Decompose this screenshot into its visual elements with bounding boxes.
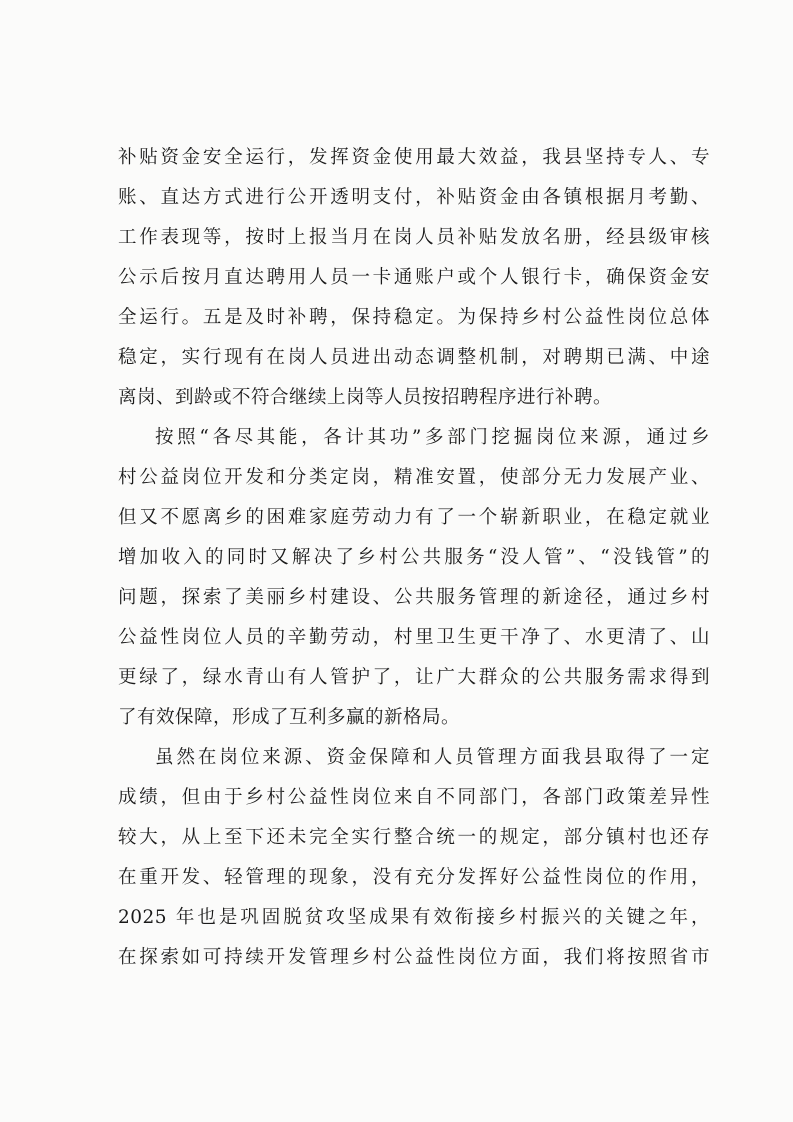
text-line: 成绩，但由于乡村公益性岗位来自不同部门，各部门政策差异性 — [118, 787, 710, 808]
text-line: 工作表现等，按时上报当月在岗人员补贴发放名册，经县级审核 — [118, 227, 710, 248]
text-line: 稳定，实行现有在岗人员进出动态调整机制，对聘期已满、中途 — [118, 347, 710, 368]
text-line: 了有效保障，形成了互利多赢的新格局。 — [118, 707, 461, 728]
text-line: 离岗、到龄或不符合继续上岗等人员按招聘程序进行补聘。 — [118, 387, 613, 408]
text-line: 按照“各尽其能，各计其功”多部门挖掘岗位来源，通过乡 — [155, 427, 710, 448]
text-line: 公益性岗位人员的辛勤劳动，村里卫生更干净了、水更清了、山 — [118, 627, 710, 648]
text-line: 账、直达方式进行公开透明支付，补贴资金由各镇根据月考勤、 — [118, 187, 710, 208]
text-line: 问题，探索了美丽乡村建设、公共服务管理的新途径，通过乡村 — [118, 587, 710, 608]
text-line: 在重开发、轻管理的现象，没有充分发挥好公益性岗位的作用， — [118, 867, 710, 888]
text-line: 增加收入的同时又解决了乡村公共服务“没人管”、“没钱管”的 — [118, 547, 710, 568]
text-line: 公示后按月直达聘用人员一卡通账户或个人银行卡，确保资金安 — [118, 267, 710, 288]
text-line: 虽然在岗位来源、资金保障和人员管理方面我县取得了一定 — [155, 747, 710, 768]
text-line: 较大，从上至下还未完全实行整合统一的规定，部分镇村也还存 — [118, 827, 710, 848]
text-line: 补贴资金安全运行，发挥资金使用最大效益，我县坚持专人、专 — [118, 147, 710, 168]
text-line: 村公益岗位开发和分类定岗，精准安置，使部分无力发展产业、 — [118, 467, 710, 488]
text-line: 2025 年也是巩固脱贫攻坚成果有效衔接乡村振兴的关键之年， — [118, 907, 710, 928]
text-line: 但又不愿离乡的困难家庭劳动力有了一个崭新职业，在稳定就业 — [118, 507, 710, 528]
text-line: 全运行。五是及时补聘，保持稳定。为保持乡村公益性岗位总体 — [118, 307, 710, 328]
text-line: 在探索如可持续开发管理乡村公益性岗位方面，我们将按照省市 — [118, 947, 710, 968]
text-line: 更绿了，绿水青山有人管护了，让广大群众的公共服务需求得到 — [118, 667, 710, 688]
